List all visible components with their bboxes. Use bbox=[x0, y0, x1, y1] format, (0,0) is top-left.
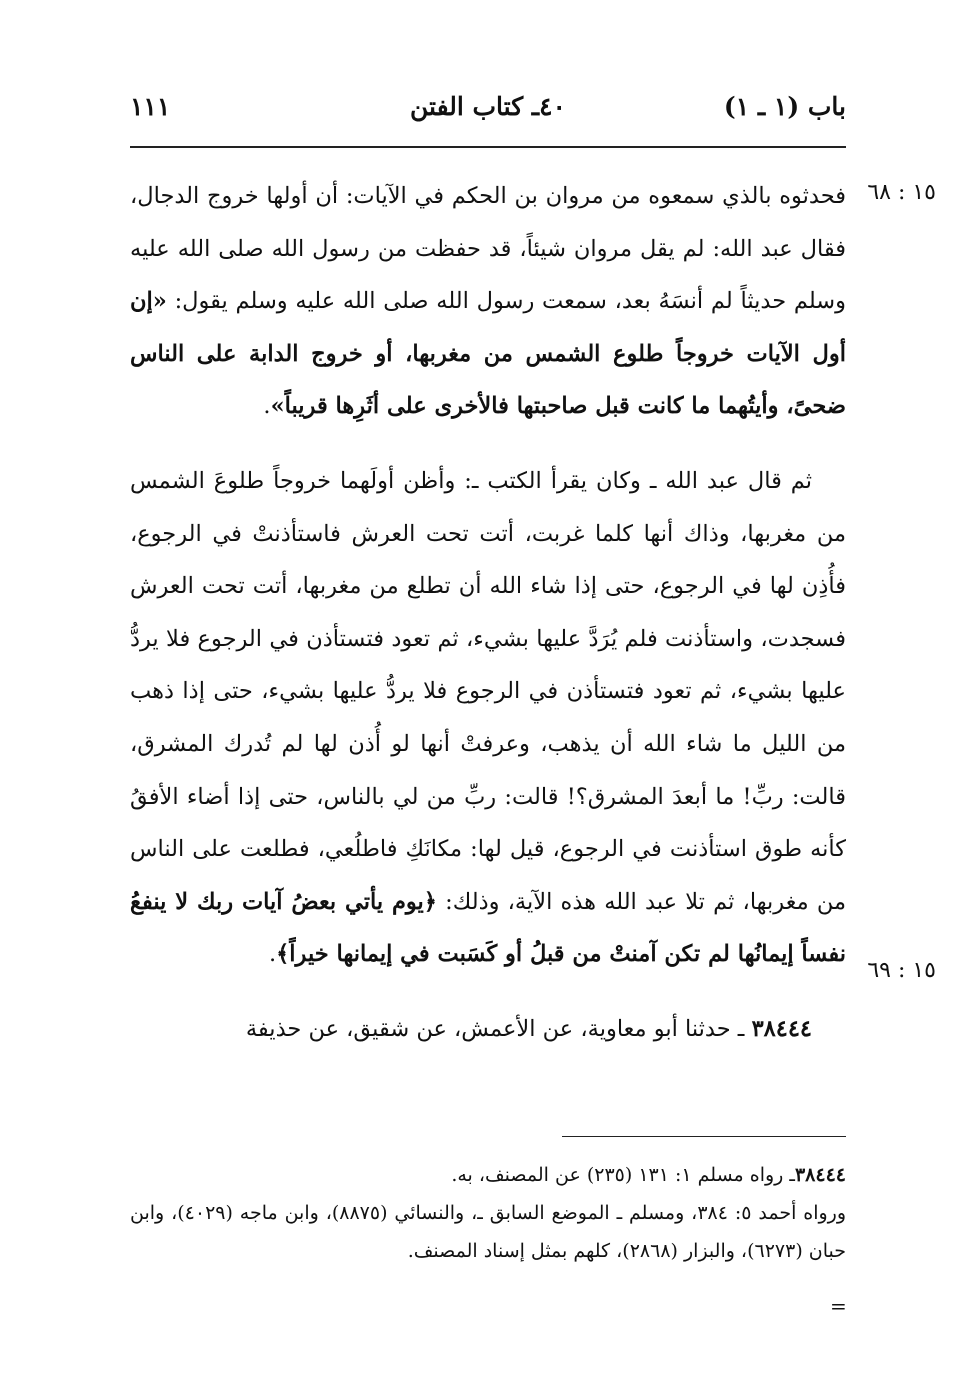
running-header bbox=[130, 92, 846, 132]
page-number: ١١١ bbox=[130, 92, 171, 121]
footnote-separator bbox=[562, 1136, 846, 1137]
footnotes bbox=[130, 1156, 846, 1270]
book-title: ٤٠ـ كتاب الفتن bbox=[410, 92, 566, 121]
hadith-quote: «إن أول الآيات خروجاً طلوع الشمس من مغربها، أو خروج الدابة على الناس ضحىً، وأيتُهما ما كانت قبل صاحبتها فالأخرى على أثَرِها قريباً» bbox=[130, 288, 846, 420]
paragraph-1-end: . bbox=[263, 393, 271, 420]
header-rule bbox=[130, 146, 846, 148]
margin-reference-2: ١٥ : ٦٩ bbox=[867, 958, 936, 983]
main-text bbox=[130, 170, 846, 1056]
footnote-number: ٣٨٤٤٤ bbox=[794, 1164, 846, 1186]
margin-reference-1: ١٥ : ٦٨ bbox=[867, 180, 936, 205]
chapter-heading: باب (١ ـ ١) bbox=[723, 92, 846, 121]
paragraph-3 bbox=[130, 1003, 846, 1056]
paragraph-3-text: ـ حدثنا أبو معاوية، عن الأعمش، عن شقيق، عن حذيفة bbox=[245, 1015, 752, 1042]
paragraph-2 bbox=[130, 455, 846, 981]
footnote-1-text: ـ رواه مسلم ١: ١٣١ (٢٣٥) عن المصنف، به. bbox=[451, 1164, 795, 1186]
paragraph-2-text: ثم قال عبد الله ـ وكان يقرأ الكتب ـ: وأظن أولَهما خروجاً طلوعَ الشمس من مغربها، وذاك أنها كلما غربت، أتت تحت العرش فاستأذنتْ في الرجوع، فأُذِن لها في الرجوع، حتى إذا شاء الله أن تطلع من مغربها، أتت تحت العرش فسجدت، واستأذنت فلم يُرَدَّ عليها بشيء، ثم تعود فتستأذن في الرجوع فلا يردُّ عليها بشيء، ثم تعود فتستأذن في الرجوع فلا يردُّ عليها بشيء، حتى إذا ذهب من الليل ما شاء الله أن يذهب، وعرفتْ أنها لو أُذن لها لم تُدرك المشرق، قالت: ربِّ! ما أبعدَ المشرق؟! قالت: ربِّ من لي بالناس، حتى إذا أضاء الأفقُ كأنه طوق استأذنت في الرجوع، قيل لها: مكانَكِ فاطلُعي، فطلعت على الناس من مغربها، ثم تلا عبد الله هذه الآية، وذلك: bbox=[130, 467, 847, 915]
paragraph-2-end: . bbox=[268, 941, 277, 968]
footnote-1 bbox=[130, 1156, 846, 1194]
paragraph-1-intro: فحدثوه بالذي سمعوه من مروان بن الحكم في الآيات: أن أولها خروج الدجال، فقال عبد الله: لم يقل مروان شيئاً، قد حفظت من رسول الله صلى الله عليه وسلم حديثاً لم أنسَهُ بعد، سمعت رسول الله صلى الله عليه وسلم يقول: bbox=[130, 183, 846, 315]
quran-verse: ﴿يوم يأتي بعضُ آيات ربك لا ينفعُ نفساً إيمانُها لم تكن آمنتْ من قبلُ أو كَسَبت في إيمانها خيراً﴾ bbox=[130, 888, 846, 968]
footnote-2: ورواه أحمد ٥: ٣٨٤، ومسلم ـ الموضع السابق ـ، والنسائي (٨٨٧٥)، وابن ماجه (٤٠٢٩)، وابن حبان (٦٢٧٣)، والبزار (٢٨٦٨)، كلهم بمثل إسناد المصنف. bbox=[130, 1202, 847, 1262]
hadith-number: ٣٨٤٤٤ bbox=[751, 1015, 812, 1042]
continuation-mark: = bbox=[830, 1294, 847, 1318]
paragraph-1 bbox=[130, 170, 846, 433]
